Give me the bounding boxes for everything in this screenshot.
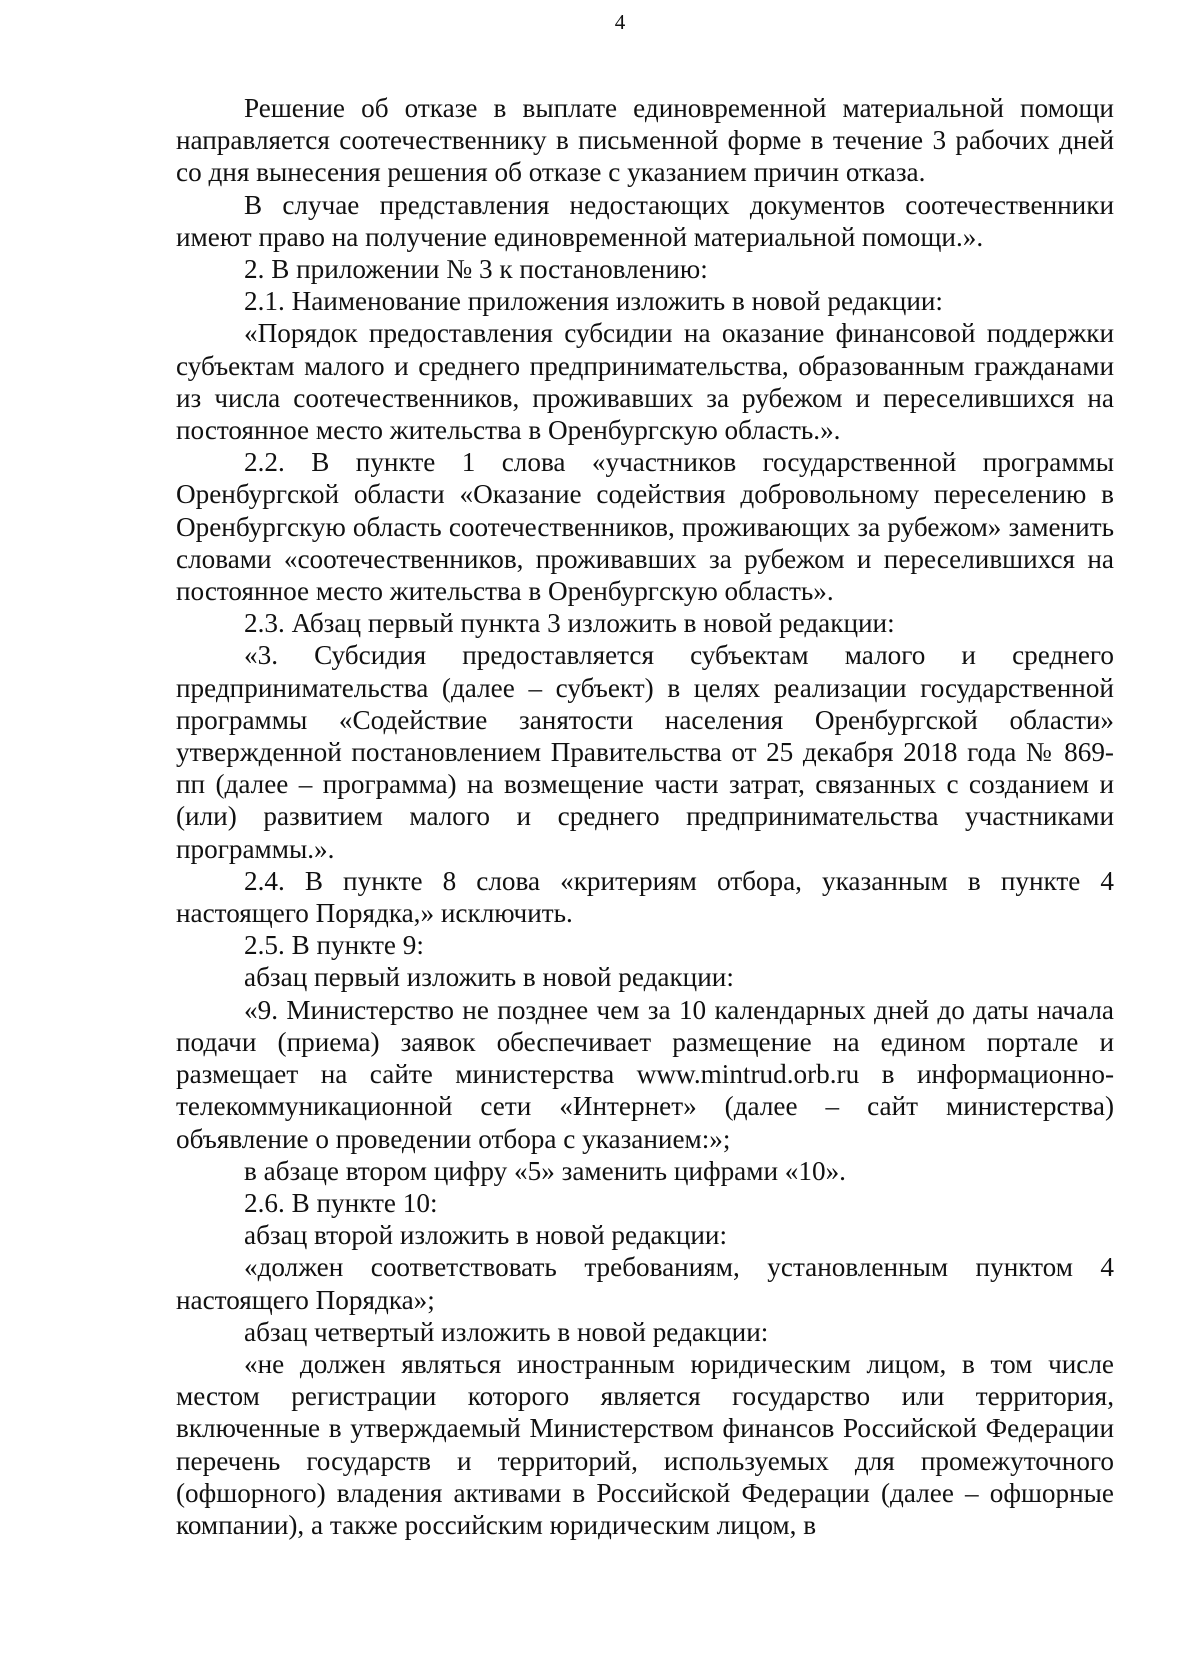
paragraph-2-5: 2.5. В пункте 9: xyxy=(244,930,424,961)
paragraph-second-subparagraph-edit: абзац второй изложить в новой редакции: xyxy=(244,1220,728,1251)
paragraph-refusal-notice: Решение об отказе в выплате единовременной материальной помощи направляется соотечественнику в письменной форме в течение 3 рабочих дней со дня вынесения решения об отказе с указанием причин отказа. xyxy=(176,93,1114,188)
paragraph-ministry-announcement: «9. Министерство не позднее чем за 10 календарных дней до даты начала подачи (приема) заявок обеспечивает размещение на едином портале и размещает на сайте министерства www.mintrud.orb.ru в информационно-телекоммуникационной сети «Интернет» (далее – сайт министерства) объявление о проведении отбора с указанием:»; xyxy=(176,994,1114,1154)
paragraph-missing-documents: В случае представления недостающих документов соотечественники имеют право на получение единовременной материальной помощи.». xyxy=(176,189,1114,252)
paragraph-requirements: «должен соответствовать требованиям, установленным пунктом 4 настоящего Порядка»; xyxy=(176,1252,1114,1315)
paragraph-2-4: 2.4. В пункте 8 слова «критериям отбора, указанным в пункте 4 настоящего Порядка,» исключить. xyxy=(176,865,1114,929)
paragraph-second-subparagraph-digits: в абзаце втором цифру «5» заменить цифрами «10». xyxy=(244,1155,846,1186)
paragraph-2-6: 2.6. В пункте 10: xyxy=(244,1187,438,1218)
paragraph-foreign-entity-clause: «не должен являться иностранным юридическим лицом, в том числе местом регистрации которого является государство или территория, включенные в утверждаемый Министерством финансов Российской Федерации перечень государств и территорий, используемых для промежуточного (офшорного) владения активами в Российской Федерации (далее – офшорные компании), а также российским юридическим лицом, в xyxy=(176,1348,1114,1540)
paragraph-subsidy-point-3: «3. Субсидия предоставляется субъектам малого и среднего предпринимательства (далее – субъект) в целях реализации государственной программы «Содействие занятости населения Оренбургской области» утвержденной постановлением Правительства от 25 декабря 2018 года № 869-пп (далее – программа) на возмещение части затрат, связанных с созданием и (или) развитием малого и среднего предпринимательства участниками программы.». xyxy=(176,640,1114,864)
document-body xyxy=(176,92,1114,1541)
paragraph-fourth-subparagraph-edit: абзац четвертый изложить в новой редакции: xyxy=(244,1316,769,1347)
paragraph-2-1: 2.1. Наименование приложения изложить в новой редакции: xyxy=(244,286,943,317)
paragraph-2-2: 2.2. В пункте 1 слова «участников государственной программы Оренбургской области «Оказание содействия добровольному переселению в Оренбургскую область соотечественников, проживающих за рубежом» заменить словами «соотечественников, проживавших за рубежом и переселившихся на постоянное место жительства в Оренбургскую область». xyxy=(176,447,1114,607)
paragraph-first-subparagraph-edit: абзац первый изложить в новой редакции: xyxy=(244,962,734,993)
paragraph-appendix-3: 2. В приложении № 3 к постановлению: xyxy=(244,254,708,285)
paragraph-procedure-title: «Порядок предоставления субсидии на оказание финансовой поддержки субъектам малого и среднего предпринимательства, образованным гражданами из числа соотечественников, проживавших за рубежом и переселившихся на постоянное место жительства в Оренбургскую область.». xyxy=(176,318,1114,446)
page-number: 4 xyxy=(614,10,626,34)
paragraph-2-3: 2.3. Абзац первый пункта 3 изложить в новой редакции: xyxy=(244,608,895,639)
